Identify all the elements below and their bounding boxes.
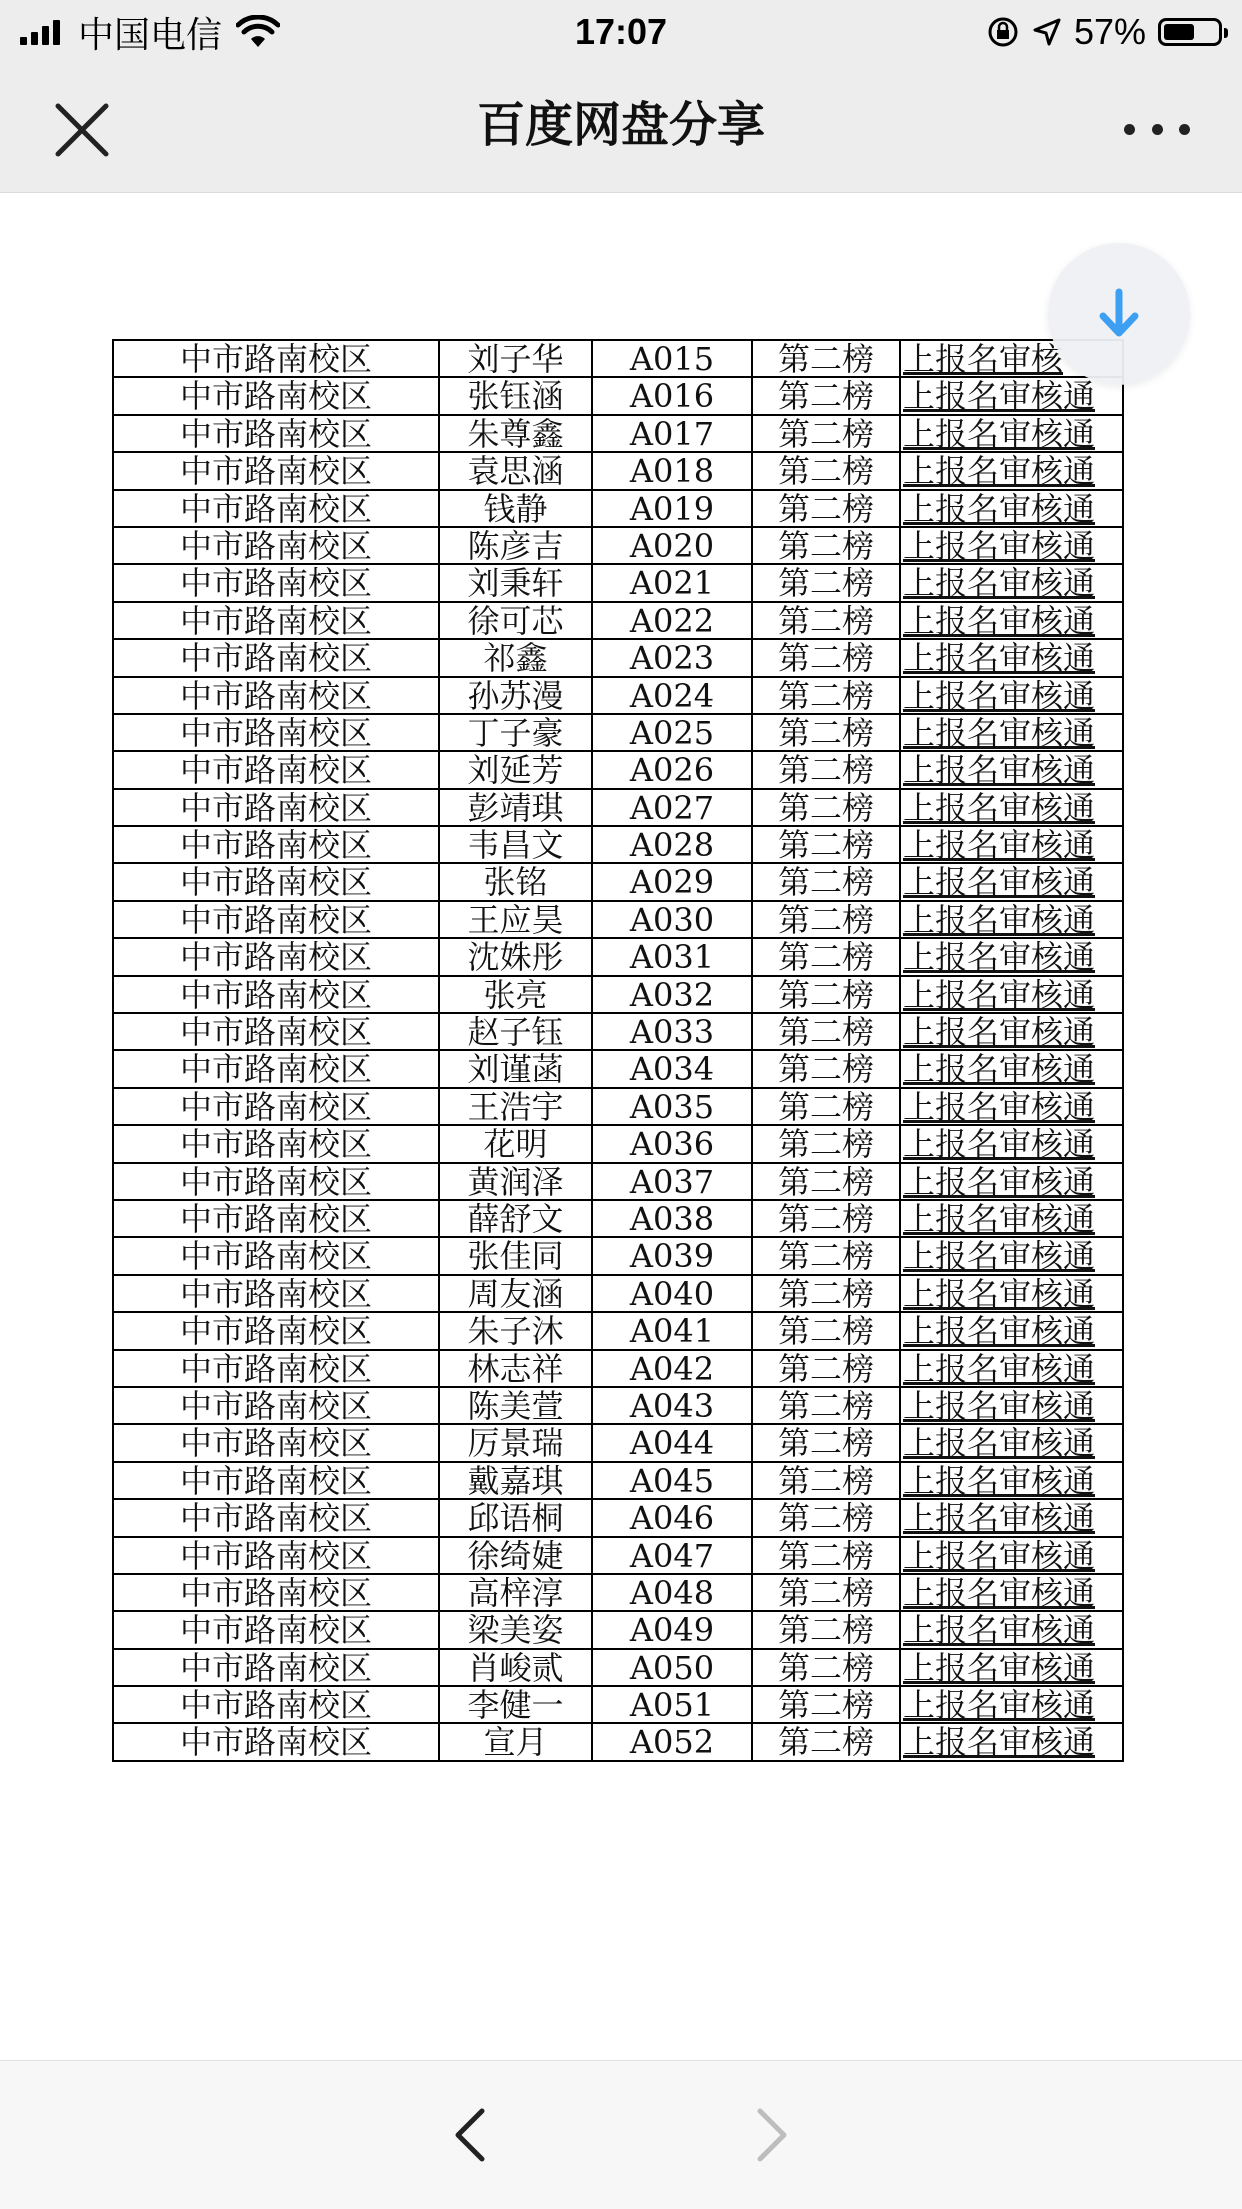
student-name-cell: 沈姝彤 — [440, 939, 593, 976]
status-cell: 上报名审核通 — [901, 939, 1124, 976]
student-name-cell: 林志祥 — [440, 1351, 593, 1388]
table-row — [114, 640, 1124, 677]
table-row — [114, 1089, 1124, 1126]
student-name-cell: 钱静 — [440, 491, 593, 528]
status-cell: 上报名审核通 — [901, 453, 1124, 490]
list-cell: 第二榜 — [753, 1463, 901, 1500]
status-cell: 上报名审核通 — [901, 1612, 1124, 1649]
status-cell: 上报名审核通 — [901, 1463, 1124, 1500]
status-cell: 上报名审核通 — [901, 1351, 1124, 1388]
list-cell: 第二榜 — [753, 1201, 901, 1238]
student-name-cell: 邱语桐 — [440, 1500, 593, 1537]
campus-cell: 中市路南校区 — [114, 790, 440, 827]
student-name-cell: 张佳同 — [440, 1238, 593, 1275]
campus-cell: 中市路南校区 — [114, 1538, 440, 1575]
campus-cell: 中市路南校区 — [114, 1463, 440, 1500]
campus-cell: 中市路南校区 — [114, 1650, 440, 1687]
student-name-cell: 王应昊 — [440, 902, 593, 939]
battery-fill — [1164, 24, 1194, 40]
id-cell: A046 — [593, 1500, 753, 1537]
status-cell: 上报名审核通 — [901, 1276, 1124, 1313]
id-cell: A018 — [593, 453, 753, 490]
list-cell: 第二榜 — [753, 715, 901, 752]
student-name-cell: 陈彦吉 — [440, 528, 593, 565]
table-row — [114, 491, 1124, 528]
student-name-cell: 高梓淳 — [440, 1575, 593, 1612]
list-cell: 第二榜 — [753, 1575, 901, 1612]
id-cell: A029 — [593, 864, 753, 901]
id-cell: A025 — [593, 715, 753, 752]
table-row — [114, 1463, 1124, 1500]
list-cell: 第二榜 — [753, 752, 901, 789]
battery-percent: 57% — [1073, 11, 1146, 52]
student-name-cell: 朱尊鑫 — [440, 416, 593, 453]
status-cell: 上报名审核通 — [901, 1425, 1124, 1462]
id-cell: A019 — [593, 491, 753, 528]
battery-icon — [1158, 18, 1222, 46]
table-row — [114, 1014, 1124, 1051]
student-name-cell: 彭靖琪 — [440, 790, 593, 827]
student-name-cell: 张铭 — [440, 864, 593, 901]
list-cell: 第二榜 — [753, 1388, 901, 1425]
status-cell: 上报名审核通 — [901, 864, 1124, 901]
status-cell: 上报名审核通 — [901, 827, 1124, 864]
student-name-cell: 陈美萱 — [440, 1388, 593, 1425]
status-cell: 上报名审核通 — [901, 1650, 1124, 1687]
status-cell: 上报名审核通 — [901, 1724, 1124, 1761]
student-name-cell: 孙苏漫 — [440, 678, 593, 715]
id-cell: A030 — [593, 902, 753, 939]
campus-cell: 中市路南校区 — [114, 1612, 440, 1649]
id-cell: A047 — [593, 1538, 753, 1575]
id-cell: A037 — [593, 1164, 753, 1201]
table-row — [114, 378, 1124, 415]
student-name-cell: 刘子华 — [440, 341, 593, 378]
list-cell: 第二榜 — [753, 378, 901, 415]
table-row — [114, 1500, 1124, 1537]
table-row — [114, 1276, 1124, 1313]
id-cell: A040 — [593, 1276, 753, 1313]
id-cell: A042 — [593, 1351, 753, 1388]
id-cell: A020 — [593, 528, 753, 565]
id-cell: A016 — [593, 378, 753, 415]
student-name-cell: 韦昌文 — [440, 827, 593, 864]
student-name-cell: 肖峻贰 — [440, 1650, 593, 1687]
student-name-cell: 祁鑫 — [440, 640, 593, 677]
table-row — [114, 939, 1124, 976]
id-cell: A034 — [593, 1051, 753, 1088]
campus-cell: 中市路南校区 — [114, 1500, 440, 1537]
student-name-cell: 周友涵 — [440, 1276, 593, 1313]
page-title: 百度网盘分享 — [476, 99, 765, 152]
id-cell: A035 — [593, 1089, 753, 1126]
status-cell: 上报名审核 — [901, 341, 1124, 378]
student-name-cell: 厉景瑞 — [440, 1425, 593, 1462]
id-cell: A023 — [593, 640, 753, 677]
list-cell: 第二榜 — [753, 1351, 901, 1388]
status-bar — [0, 0, 1242, 64]
campus-cell: 中市路南校区 — [114, 416, 440, 453]
id-cell: A051 — [593, 1687, 753, 1724]
campus-cell: 中市路南校区 — [114, 1724, 440, 1761]
table-row — [114, 341, 1124, 378]
id-cell: A036 — [593, 1126, 753, 1163]
table-row — [114, 1238, 1124, 1275]
campus-cell: 中市路南校区 — [114, 1575, 440, 1612]
document-viewer[interactable] — [0, 193, 1242, 2060]
id-cell: A024 — [593, 678, 753, 715]
table-row — [114, 977, 1124, 1014]
list-cell: 第二榜 — [753, 1313, 901, 1350]
student-name-cell: 刘谨菡 — [440, 1051, 593, 1088]
list-cell: 第二榜 — [753, 528, 901, 565]
download-arrow-icon — [1097, 288, 1141, 340]
id-cell: A049 — [593, 1612, 753, 1649]
id-cell: A039 — [593, 1238, 753, 1275]
table-row — [114, 790, 1124, 827]
table-row — [114, 1313, 1124, 1350]
table-row — [114, 752, 1124, 789]
id-cell: A027 — [593, 790, 753, 827]
table-row — [114, 1164, 1124, 1201]
table-row — [114, 453, 1124, 490]
table-row — [114, 902, 1124, 939]
student-name-cell: 张钰涵 — [440, 378, 593, 415]
status-cell: 上报名审核通 — [901, 1201, 1124, 1238]
status-cell: 上报名审核通 — [901, 1126, 1124, 1163]
status-cell: 上报名审核通 — [901, 1014, 1124, 1051]
table-row — [114, 1724, 1124, 1761]
status-cell: 上报名审核通 — [901, 565, 1124, 602]
campus-cell: 中市路南校区 — [114, 1014, 440, 1051]
list-cell: 第二榜 — [753, 640, 901, 677]
student-name-cell: 宣月 — [440, 1724, 593, 1761]
student-name-cell: 梁美姿 — [440, 1612, 593, 1649]
table-row — [114, 1351, 1124, 1388]
list-cell: 第二榜 — [753, 1089, 901, 1126]
campus-cell: 中市路南校区 — [114, 453, 440, 490]
campus-cell: 中市路南校区 — [114, 565, 440, 602]
status-cell: 上报名审核通 — [901, 715, 1124, 752]
list-cell: 第二榜 — [753, 1051, 901, 1088]
student-name-cell: 李健一 — [440, 1687, 593, 1724]
student-name-cell: 戴嘉琪 — [440, 1463, 593, 1500]
student-name-cell: 赵子钰 — [440, 1014, 593, 1051]
table-row — [114, 1388, 1124, 1425]
list-cell: 第二榜 — [753, 1126, 901, 1163]
status-cell: 上报名审核通 — [901, 1500, 1124, 1537]
list-cell: 第二榜 — [753, 1538, 901, 1575]
student-name-cell: 袁思涵 — [440, 453, 593, 490]
status-cell: 上报名审核通 — [901, 640, 1124, 677]
nav-bar — [0, 64, 1242, 193]
status-cell: 上报名审核通 — [901, 1313, 1124, 1350]
student-name-cell: 刘秉轩 — [440, 565, 593, 602]
list-cell: 第二榜 — [753, 491, 901, 528]
status-cell: 上报名审核通 — [901, 378, 1124, 415]
student-name-cell: 花明 — [440, 1126, 593, 1163]
id-cell: A043 — [593, 1388, 753, 1425]
list-cell: 第二榜 — [753, 790, 901, 827]
status-cell: 上报名审核通 — [901, 1238, 1124, 1275]
id-cell: A038 — [593, 1201, 753, 1238]
list-cell: 第二榜 — [753, 341, 901, 378]
table-row — [114, 1201, 1124, 1238]
status-cell: 上报名审核通 — [901, 1687, 1124, 1724]
status-cell: 上报名审核通 — [901, 977, 1124, 1014]
student-name-cell: 黄润泽 — [440, 1164, 593, 1201]
list-cell: 第二榜 — [753, 1612, 901, 1649]
campus-cell: 中市路南校区 — [114, 1238, 440, 1275]
status-cell: 上报名审核通 — [901, 1538, 1124, 1575]
status-cell: 上报名审核通 — [901, 528, 1124, 565]
id-cell: A015 — [593, 341, 753, 378]
list-cell: 第二榜 — [753, 1276, 901, 1313]
bottom-toolbar — [0, 2060, 1242, 2209]
campus-cell: 中市路南校区 — [114, 1313, 440, 1350]
student-name-cell: 刘延芳 — [440, 752, 593, 789]
id-cell: A017 — [593, 416, 753, 453]
id-cell: A031 — [593, 939, 753, 976]
carrier-name: 中国电信 — [78, 14, 223, 56]
table-row — [114, 864, 1124, 901]
campus-cell: 中市路南校区 — [114, 1351, 440, 1388]
status-time: 17:07 — [574, 11, 668, 52]
table-row — [114, 1575, 1124, 1612]
campus-cell: 中市路南校区 — [114, 1089, 440, 1126]
id-cell: A028 — [593, 827, 753, 864]
id-cell: A022 — [593, 603, 753, 640]
campus-cell: 中市路南校区 — [114, 752, 440, 789]
campus-cell: 中市路南校区 — [114, 1051, 440, 1088]
status-cell: 上报名审核通 — [901, 752, 1124, 789]
list-cell: 第二榜 — [753, 416, 901, 453]
table-row — [114, 565, 1124, 602]
campus-cell: 中市路南校区 — [114, 1687, 440, 1724]
campus-cell: 中市路南校区 — [114, 1276, 440, 1313]
chevron-left-icon[interactable] — [446, 2105, 496, 2165]
table-row — [114, 603, 1124, 640]
campus-cell: 中市路南校区 — [114, 827, 440, 864]
list-cell: 第二榜 — [753, 827, 901, 864]
status-cell: 上报名审核通 — [901, 416, 1124, 453]
campus-cell: 中市路南校区 — [114, 528, 440, 565]
campus-cell: 中市路南校区 — [114, 864, 440, 901]
status-cell: 上报名审核通 — [901, 1089, 1124, 1126]
list-cell: 第二榜 — [753, 603, 901, 640]
id-cell: A032 — [593, 977, 753, 1014]
status-cell: 上报名审核通 — [901, 1575, 1124, 1612]
student-name-cell: 徐绮婕 — [440, 1538, 593, 1575]
campus-cell: 中市路南校区 — [114, 1126, 440, 1163]
student-name-cell: 徐可芯 — [440, 603, 593, 640]
campus-cell: 中市路南校区 — [114, 1425, 440, 1462]
status-cell: 上报名审核通 — [901, 1388, 1124, 1425]
id-cell: A021 — [593, 565, 753, 602]
table-row — [114, 416, 1124, 453]
id-cell: A052 — [593, 1724, 753, 1761]
table-row — [114, 1538, 1124, 1575]
list-cell: 第二榜 — [753, 1650, 901, 1687]
campus-cell: 中市路南校区 — [114, 1201, 440, 1238]
status-cell: 上报名审核通 — [901, 491, 1124, 528]
table-row — [114, 827, 1124, 864]
table-row — [114, 715, 1124, 752]
campus-cell: 中市路南校区 — [114, 341, 440, 378]
campus-cell: 中市路南校区 — [114, 939, 440, 976]
table-row — [114, 678, 1124, 715]
status-cell: 上报名审核通 — [901, 603, 1124, 640]
more-icon[interactable] — [1124, 116, 1190, 142]
status-cell: 上报名审核通 — [901, 678, 1124, 715]
id-cell: A026 — [593, 752, 753, 789]
id-cell: A050 — [593, 1650, 753, 1687]
list-cell: 第二榜 — [753, 977, 901, 1014]
id-cell: A048 — [593, 1575, 753, 1612]
status-cell: 上报名审核通 — [901, 790, 1124, 827]
list-cell: 第二榜 — [753, 1724, 901, 1761]
status-cell: 上报名审核通 — [901, 1164, 1124, 1201]
campus-cell: 中市路南校区 — [114, 640, 440, 677]
campus-cell: 中市路南校区 — [114, 378, 440, 415]
list-cell: 第二榜 — [753, 939, 901, 976]
table-row — [114, 1612, 1124, 1649]
campus-cell: 中市路南校区 — [114, 1388, 440, 1425]
chevron-right-icon[interactable] — [746, 2105, 796, 2165]
table-row — [114, 1425, 1124, 1462]
table-row — [114, 1126, 1124, 1163]
list-cell: 第二榜 — [753, 1238, 901, 1275]
location-arrow-icon — [1032, 17, 1062, 47]
campus-cell: 中市路南校区 — [114, 715, 440, 752]
id-cell: A033 — [593, 1014, 753, 1051]
list-cell: 第二榜 — [753, 864, 901, 901]
id-cell: A041 — [593, 1313, 753, 1350]
campus-cell: 中市路南校区 — [114, 491, 440, 528]
student-name-cell: 丁子豪 — [440, 715, 593, 752]
table-row — [114, 1051, 1124, 1088]
list-cell: 第二榜 — [753, 1164, 901, 1201]
campus-cell: 中市路南校区 — [114, 977, 440, 1014]
list-cell: 第二榜 — [753, 1687, 901, 1724]
student-name-cell: 王浩宇 — [440, 1089, 593, 1126]
table-row — [114, 1687, 1124, 1724]
student-name-cell: 张亮 — [440, 977, 593, 1014]
status-right — [974, 8, 1222, 56]
campus-cell: 中市路南校区 — [114, 902, 440, 939]
student-name-cell: 朱子沐 — [440, 1313, 593, 1350]
list-cell: 第二榜 — [753, 1014, 901, 1051]
download-button[interactable] — [1048, 243, 1190, 385]
list-cell: 第二榜 — [753, 678, 901, 715]
list-cell: 第二榜 — [753, 902, 901, 939]
status-cell: 上报名审核通 — [901, 1051, 1124, 1088]
campus-cell: 中市路南校区 — [114, 678, 440, 715]
list-cell: 第二榜 — [753, 453, 901, 490]
list-cell: 第二榜 — [753, 1500, 901, 1537]
rotation-lock-icon — [986, 15, 1020, 49]
id-cell: A044 — [593, 1425, 753, 1462]
table-row — [114, 1650, 1124, 1687]
table-row — [114, 528, 1124, 565]
spreadsheet-table — [112, 339, 1124, 1762]
id-cell: A045 — [593, 1463, 753, 1500]
campus-cell: 中市路南校区 — [114, 603, 440, 640]
list-cell: 第二榜 — [753, 1425, 901, 1462]
campus-cell: 中市路南校区 — [114, 1164, 440, 1201]
list-cell: 第二榜 — [753, 565, 901, 602]
student-name-cell: 薛舒文 — [440, 1201, 593, 1238]
status-cell: 上报名审核通 — [901, 902, 1124, 939]
